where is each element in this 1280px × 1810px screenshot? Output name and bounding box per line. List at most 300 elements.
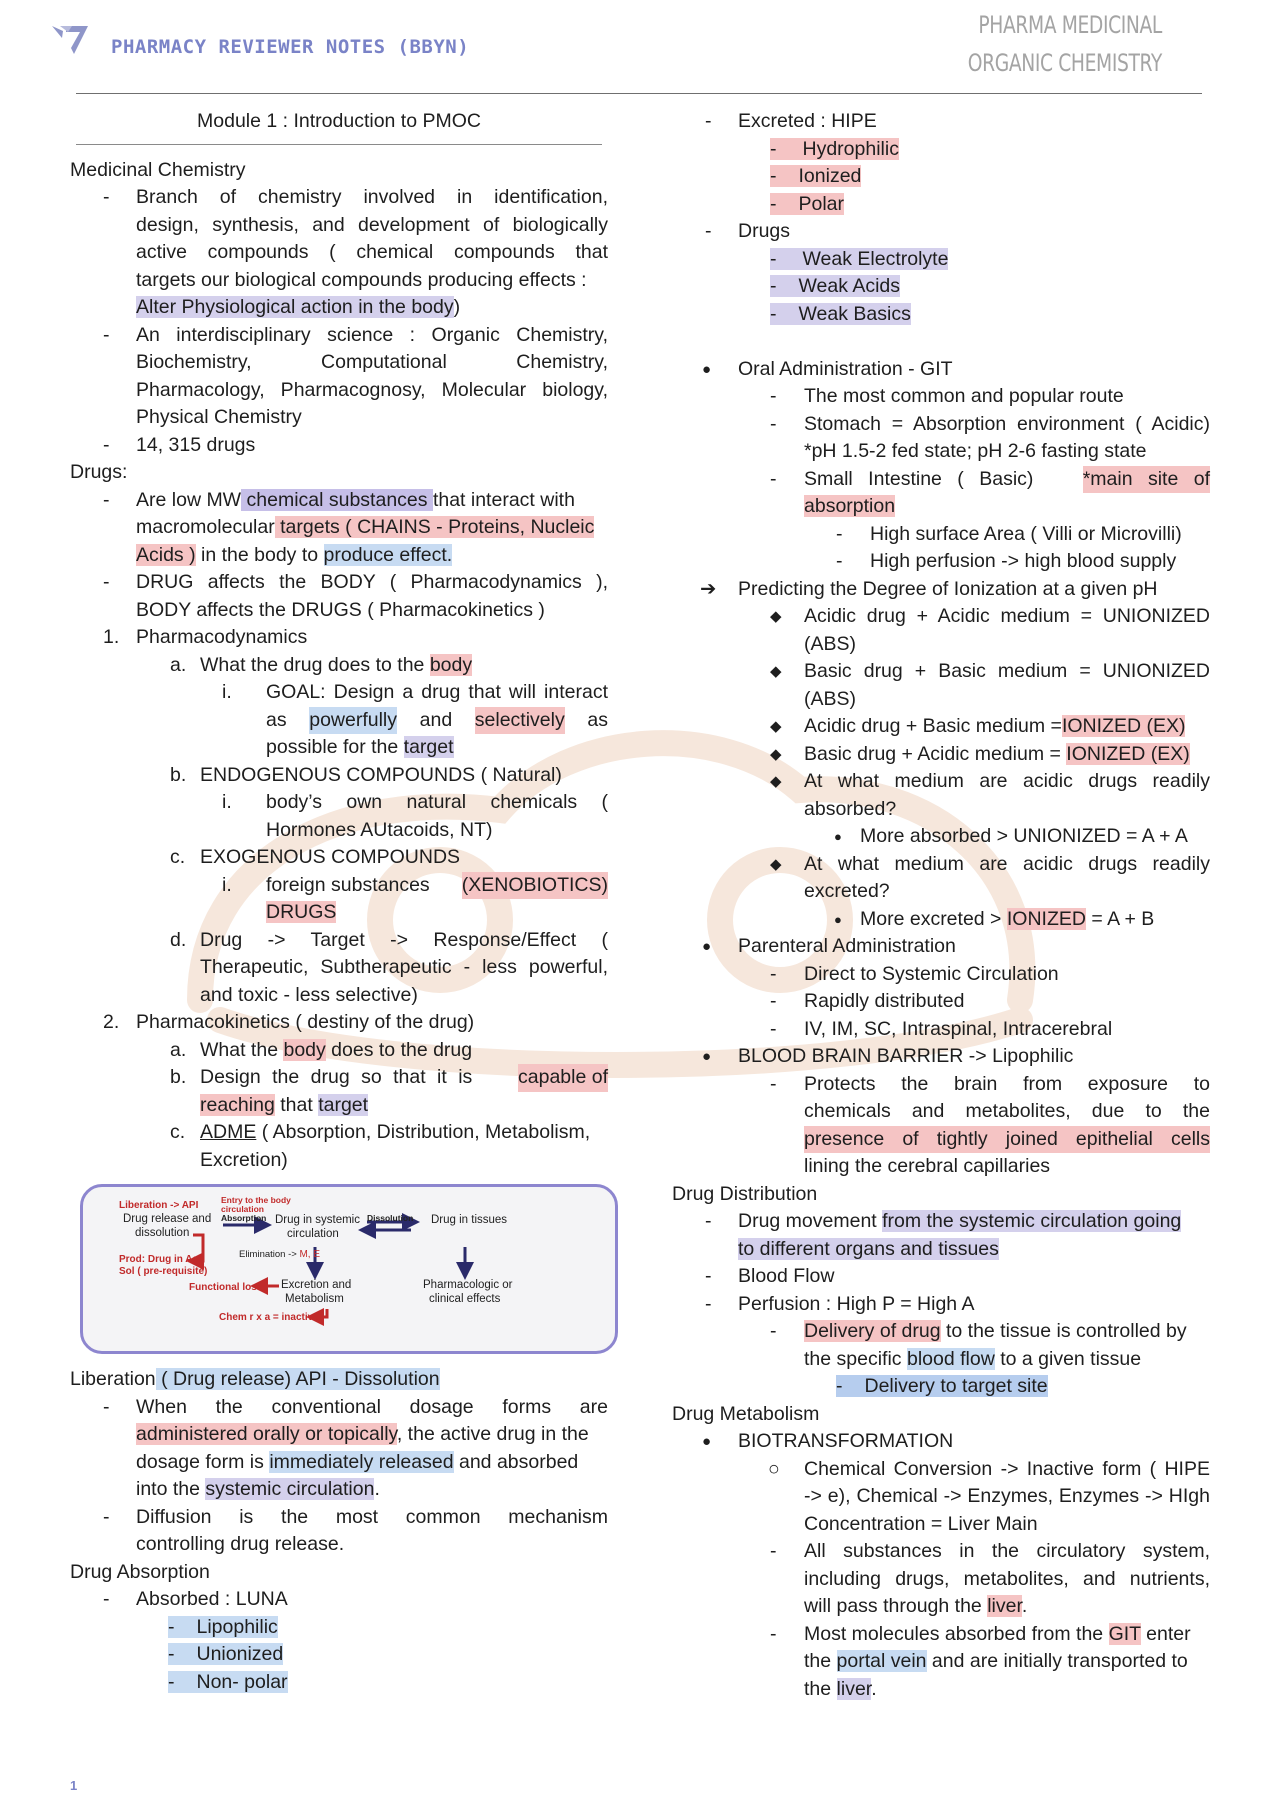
highlight: [770, 303, 911, 325]
text-line: Excretion): [200, 1148, 288, 1171]
dash-marker: -: [770, 412, 777, 435]
text-fragment: Design the drug so that it is: [200, 1066, 484, 1088]
text-fragment: Drug movement: [738, 1210, 883, 1232]
pd-b-i: [200, 789, 608, 844]
list-item: [770, 246, 1210, 274]
text-fragment: enter: [1140, 1622, 1191, 1645]
text-line: [136, 542, 608, 570]
dash-marker: -: [103, 1395, 110, 1418]
list-letter: b.: [170, 763, 187, 786]
text-line: design, synthesis, and development of biologically: [136, 213, 608, 236]
highlight: (XENOBIOTICS): [462, 872, 608, 900]
text-line: Drug -> Target -> Response/Effect (: [200, 928, 608, 951]
pd-c-i: [200, 872, 608, 927]
text-fragment: to a given tissue: [994, 1347, 1142, 1370]
text-fragment: More excreted >: [860, 907, 1007, 930]
text-fragment: ( Absorption, Distribution, Metabolism,: [256, 1121, 591, 1143]
diagram-label: dissolution: [135, 1227, 190, 1239]
diagram-label: Metabolism: [285, 1293, 344, 1305]
highlight: IONIZED (EX): [1061, 715, 1186, 737]
list-item: [770, 1071, 1210, 1181]
dash-marker: -: [770, 275, 777, 297]
highlight: systemic circulation: [205, 1478, 375, 1500]
biotransformation: [672, 1428, 1210, 1703]
text-fragment: in the body to: [195, 543, 324, 566]
list-roman: i.: [222, 681, 232, 703]
text-line: [136, 1421, 608, 1449]
text-fragment: = A + B: [1085, 907, 1155, 930]
dash-marker: -: [770, 302, 777, 325]
text-line: Acidic drug + Acidic medium = UNIONIZED: [804, 605, 1210, 627]
sub-sub: [804, 1373, 1210, 1401]
diagram-label: Drug release and: [123, 1213, 212, 1225]
highlight: produce effect.: [323, 543, 453, 566]
list-roman: i.: [222, 873, 232, 896]
diagram-label: [239, 1248, 320, 1262]
highlight: targets ( CHAINS - Proteins, Nucleic: [274, 516, 595, 538]
highlight: DRUGS: [266, 901, 337, 923]
highlight: GIT: [1108, 1622, 1141, 1645]
section-heading-metabolism: Drug Metabolism: [672, 1402, 820, 1425]
list-item: [168, 1641, 608, 1669]
highlight: IONIZED (EX): [1066, 742, 1190, 765]
list-letter: d.: [170, 928, 187, 951]
diagram-label: Excretion and: [281, 1279, 352, 1291]
highlight: target: [403, 736, 454, 758]
highlight: body: [429, 653, 473, 676]
text-fragment: and absorbed: [453, 1450, 579, 1473]
text-line: 14, 315 drugs: [136, 433, 256, 456]
dash-marker: -: [770, 247, 777, 270]
text-line: All substances in the circulatory system,: [804, 1540, 1210, 1562]
list-item: [705, 1263, 1210, 1291]
parenteral-list: [738, 961, 1210, 1044]
dash-marker: -: [705, 1265, 712, 1287]
highlight: [770, 248, 948, 270]
pk-b: [136, 1064, 608, 1119]
text-line: Perfusion : High P = High A: [738, 1292, 975, 1315]
dash-marker: -: [770, 1320, 777, 1342]
list-item: [836, 1373, 1210, 1401]
text-line: active compounds ( chemical compounds that: [136, 241, 608, 263]
text-line: -> e), Chemical -> Enzymes, Enzymes -> HIgh: [804, 1485, 1210, 1507]
text-fragment: foreign substances: [266, 873, 430, 896]
text-line: [804, 466, 1210, 494]
text-line: *pH 1.5-2 fed state; pH 2-6 fasting state: [804, 440, 1147, 462]
text-fragment: Unionized: [196, 1643, 284, 1665]
text-line: Stomach = Absorption environment ( Acidic): [804, 412, 1210, 435]
text-fragment: Are low MW: [136, 488, 242, 511]
list-item: [836, 521, 1210, 549]
pd-d: [136, 927, 608, 1010]
list-item: [705, 1208, 1210, 1263]
text-fragment: possible for the: [266, 736, 404, 758]
text-line: lining the cerebral capillaries: [804, 1155, 1051, 1177]
oral-sub-3-list: [804, 521, 1210, 576]
text-line: Drugs: [738, 220, 791, 242]
highlight: body: [283, 1038, 326, 1061]
text-fragment: Weak Acids: [798, 275, 901, 297]
dash-marker: -: [103, 571, 110, 593]
dash-marker: -: [103, 433, 110, 456]
perfusion-sub: [738, 1318, 1210, 1401]
bullet-marker: ●: [834, 911, 842, 927]
text-line: [200, 1119, 608, 1147]
list-item: [168, 1669, 608, 1697]
list-item: [770, 713, 1210, 741]
diagram-label: Pharmacologic or: [423, 1279, 513, 1291]
text-line: Pharmacodynamics: [136, 626, 308, 648]
text-fragment: M, E: [299, 1249, 321, 1260]
diagram-label: Sol ( pre-requisite): [119, 1266, 208, 1277]
dash-marker: -: [103, 186, 110, 208]
pd-a-i: [200, 679, 608, 762]
list-number: 1.: [103, 626, 120, 648]
bullet-marker: ●: [702, 938, 712, 955]
text-line: Basic drug + Basic medium = UNIONIZED: [804, 660, 1210, 682]
list-item: [770, 1318, 1210, 1401]
text-fragment: will pass through the: [804, 1595, 988, 1617]
text-line: (ABS): [804, 632, 857, 655]
text-line: DRUG affects the BODY ( Pharmacodynamics ),: [136, 571, 608, 593]
pd-c: [136, 844, 608, 927]
text-line: [266, 872, 608, 900]
text-line: High surface Area ( Villi or Microvilli): [870, 522, 1182, 545]
dash-marker: -: [770, 1072, 777, 1095]
list-item: [770, 163, 1210, 191]
list-letter: b.: [170, 1066, 187, 1088]
highlight: [168, 1671, 288, 1693]
highlight: blood flow: [906, 1347, 995, 1370]
oral-sub: [738, 383, 1210, 576]
luna-list: [136, 1614, 608, 1697]
liberation-bullet-1: [70, 1394, 608, 1504]
text-line: Diffusion is the most common mechanism: [136, 1505, 608, 1528]
text-line: [136, 1476, 608, 1504]
subject-title: [968, 6, 1162, 82]
text-fragment: Most molecules absorbed from the: [804, 1622, 1109, 1645]
text-line: controlling drug release.: [136, 1533, 345, 1555]
highlight: to different organs and tissues: [738, 1237, 999, 1260]
text-line: Parenteral Administration: [738, 935, 956, 957]
dash-marker: -: [836, 550, 843, 572]
dash-marker: -: [770, 385, 777, 407]
text-line: chemicals and metabolites, due to the: [804, 1100, 1210, 1122]
text-line: [200, 1092, 608, 1120]
diamond-marker: ◆: [770, 745, 782, 763]
text-fragment: dosage form is: [136, 1450, 270, 1473]
section-heading-drugs: Drugs:: [70, 461, 128, 483]
dash-marker: -: [103, 488, 110, 511]
dash-marker: -: [770, 1540, 777, 1562]
dash-marker: -: [770, 165, 777, 187]
highlight: administered orally or topically: [136, 1423, 397, 1445]
list-item: [770, 191, 1210, 219]
text-fragment: macromolecular: [136, 516, 275, 538]
text-line: [266, 899, 608, 927]
list-item: [770, 1538, 1210, 1621]
list-letter: a.: [170, 653, 187, 676]
dash-marker: -: [705, 110, 712, 132]
highlight: absorption: [804, 495, 896, 517]
text-line: When the conventional dosage forms are: [136, 1395, 608, 1418]
parenteral-administration: [672, 933, 1210, 1043]
list-item: [770, 136, 1210, 164]
bullet-marker: ●: [834, 829, 842, 844]
text-line: [804, 1346, 1210, 1374]
adme-link: ADME: [200, 1121, 257, 1143]
adme-diagram: [80, 1184, 618, 1354]
weak-list: [738, 246, 1210, 329]
text-line: Physical Chemistry: [136, 406, 302, 428]
text-line: Hormones AUtacoids, NT): [266, 818, 493, 841]
text-fragment: as: [266, 708, 287, 731]
module-title: Module 1 : Introduction to PMOC: [197, 110, 481, 132]
dash-marker: -: [168, 1643, 175, 1665]
text-fragment: Liberation: [70, 1368, 156, 1390]
medchem-bullet-3: [70, 432, 608, 460]
circle-marker: ○: [768, 1457, 780, 1480]
text-line: [804, 1648, 1210, 1676]
drugs-bullet-2: [70, 569, 608, 624]
dash-marker: -: [705, 1292, 712, 1315]
diamond-marker: ◆: [770, 663, 782, 680]
list-item: [770, 273, 1210, 301]
diamond-marker: ◆: [770, 773, 782, 790]
list-roman: i.: [222, 791, 232, 813]
highlight: chemical substances: [241, 488, 433, 511]
diagram-label: Prod: Drug in Aq.: [119, 1254, 202, 1265]
text-line: Absorbed : LUNA: [136, 1588, 288, 1610]
bullet-marker: ●: [702, 360, 712, 378]
text-line: [200, 652, 608, 680]
text-line: [804, 1593, 1210, 1621]
sub-item: [804, 823, 1210, 851]
text-line: [136, 487, 608, 515]
left-column: [70, 108, 608, 1696]
text-line: BODY affects the DRUGS ( Pharmacokinetics ): [136, 598, 545, 621]
diagram-label: Liberation -> API: [119, 1200, 199, 1211]
text-line: BIOTRANSFORMATION: [738, 1430, 954, 1452]
diagram-label: circulation: [221, 1204, 264, 1214]
page-number: 1: [70, 1778, 78, 1793]
text-line: Oral Administration - GIT: [738, 357, 953, 380]
subject-line-1: PHARMA MEDICINAL: [978, 11, 1162, 39]
list-letter: c.: [170, 846, 186, 868]
bio-list: [738, 1456, 1210, 1704]
text-fragment: Delivery to target site: [864, 1375, 1048, 1397]
list-letter: a.: [170, 1038, 187, 1061]
section-heading-liberation: [70, 1366, 608, 1394]
highlight: [770, 193, 844, 215]
highlight: selectively: [475, 707, 565, 735]
oral-sub-3: [770, 466, 1210, 576]
list-item: [770, 1016, 1210, 1044]
highlight: Acids ): [136, 543, 196, 566]
diagram-label: circulation: [287, 1228, 339, 1240]
text-fragment: Basic drug + Acidic medium =: [804, 742, 1067, 765]
text-fragment: and are initially transported to: [926, 1650, 1188, 1672]
pd-a: [136, 652, 608, 762]
predicting-ionization: [672, 576, 1210, 934]
text-fragment: ): [453, 296, 461, 318]
bbb-list: [738, 1071, 1210, 1181]
diagram-label: Drug in systemic: [275, 1214, 360, 1226]
text-line: Protects the brain from exposure to: [804, 1072, 1210, 1095]
text-line: Direct to Systemic Circulation: [804, 962, 1059, 985]
dash-marker: -: [168, 1615, 175, 1638]
text-fragment: the: [804, 1677, 837, 1700]
text-fragment: Polar: [798, 192, 845, 215]
text-fragment: Acidic drug + Basic medium =: [804, 715, 1062, 737]
list-item: [770, 603, 1210, 658]
medchem-bullet-2: [70, 322, 608, 432]
text-line: [804, 1676, 1210, 1704]
text-line: [804, 741, 1210, 769]
highlight: *main site of: [1083, 466, 1210, 494]
bullet-marker: ●: [702, 1048, 712, 1065]
dash-marker: -: [770, 990, 777, 1012]
text-line: [804, 1318, 1210, 1346]
highlight: reaching: [200, 1093, 275, 1116]
diamond-marker: ◆: [770, 608, 782, 625]
text-fragment: Elimination ->: [239, 1249, 300, 1260]
diagram-label: Chem r x a = inactive: [219, 1312, 319, 1323]
highlight: Delivery of drug: [804, 1320, 941, 1342]
dash-marker: -: [770, 192, 777, 215]
list-item: [770, 658, 1210, 713]
text-line: At what medium are acidic drugs readily: [804, 770, 1210, 792]
text-line: [804, 1621, 1210, 1649]
liberation-bullet-2: [70, 1504, 608, 1559]
dash-marker: -: [103, 323, 110, 346]
text-fragment: the: [804, 1650, 837, 1672]
list-item: [770, 741, 1210, 769]
dash-marker: -: [836, 522, 843, 545]
list-item: [836, 548, 1210, 576]
text-line: (ABS): [804, 687, 857, 710]
text-line: An interdisciplinary science : Organic Chemistry,: [136, 323, 608, 346]
section-heading-distribution: Drug Distribution: [672, 1182, 818, 1205]
text-fragment: .: [374, 1478, 380, 1500]
bullet-marker: ●: [702, 1433, 712, 1450]
list-item: [705, 1291, 1210, 1401]
text-fragment: Weak Basics: [798, 302, 911, 325]
list-item: [770, 961, 1210, 989]
dash-marker: -: [103, 1588, 110, 1610]
dash-marker: -: [770, 467, 777, 490]
dash-marker: -: [770, 1017, 777, 1040]
text-line: excreted?: [804, 880, 890, 902]
section-heading-medchem: Medicinal Chemistry: [70, 158, 246, 181]
list-item: [770, 768, 1210, 851]
dash-marker: -: [168, 1670, 175, 1693]
text-fragment: does to the drug: [325, 1038, 473, 1061]
text-line: [860, 906, 1210, 934]
text-fragment: into the: [136, 1478, 206, 1500]
dash-marker: -: [103, 1505, 110, 1528]
list-letter: c.: [170, 1121, 186, 1143]
text-fragment: Non- polar: [196, 1670, 288, 1693]
text-line: GOAL: Design a drug that will interact: [266, 681, 608, 703]
text-line: High perfusion -> high blood supply: [870, 550, 1177, 572]
highlight: portal vein: [836, 1650, 927, 1672]
pk-c: [136, 1119, 608, 1174]
list-number: 2.: [103, 1011, 120, 1033]
list-item: [770, 301, 1210, 329]
diagram-label: Dissolution: [367, 1213, 414, 1223]
highlight: liver: [836, 1677, 872, 1700]
excreted-bullet: [672, 108, 1210, 218]
highlight: presence of tightly joined epithelial cells: [804, 1126, 1210, 1154]
text-line: including drugs, metabolites, and nutrients,: [804, 1567, 1210, 1590]
medchem-bullet-1: [70, 184, 608, 322]
text-fragment: to the tissue is controlled by: [940, 1320, 1187, 1342]
text-line: [738, 1236, 1210, 1264]
text-fragment: as: [587, 708, 608, 731]
text-fragment: What the: [200, 1038, 284, 1061]
highlight: powerfully: [309, 707, 397, 735]
text-fragment: Hydrophilic: [802, 137, 899, 160]
highlight: from the systemic circulation going: [882, 1210, 1182, 1232]
highlight: ( Drug release) API - Dissolution: [155, 1368, 440, 1390]
pd-b: [136, 762, 608, 845]
header-divider: [76, 93, 1202, 94]
text-line: BLOOD BRAIN BARRIER -> Lipophilic: [738, 1045, 1074, 1067]
diagram-label: Drug in tissues: [431, 1214, 508, 1226]
text-line: More absorbed > UNIONIZED = A + A: [860, 825, 1188, 847]
highlight: [168, 1643, 283, 1665]
highlight: [770, 138, 899, 160]
text-fragment: and: [419, 708, 453, 731]
text-line: IV, IM, SC, Intraspinal, Intracerebral: [804, 1017, 1113, 1040]
section-heading-absorption: Drug Absorption: [70, 1560, 210, 1583]
diagram-label: Absorption: [221, 1213, 267, 1223]
highlight: IONIZED: [1006, 907, 1086, 930]
absorption-bullet: [70, 1586, 608, 1696]
text-fragment: Weak Electrolyte: [802, 247, 949, 270]
oral-administration: [672, 356, 1210, 576]
dash-marker: -: [705, 1210, 712, 1232]
module-divider: [76, 144, 602, 145]
oral-sub-1: [770, 383, 1210, 411]
text-line: Predicting the Degree of Ionization at a given pH: [738, 577, 1158, 600]
highlight: Alter Physiological action in the body: [136, 296, 454, 318]
text-line: Excreted : HIPE: [738, 110, 877, 132]
text-fragment: Small Intestine ( Basic): [804, 467, 1049, 490]
text-fragment: Lipophilic: [196, 1615, 278, 1638]
text-line: [200, 1037, 608, 1065]
highlight: [770, 165, 861, 187]
highlight: [168, 1616, 278, 1638]
text-line: [266, 734, 608, 762]
text-line: At what medium are acidic drugs readily: [804, 852, 1210, 875]
drugs-bullet-1: [70, 487, 608, 570]
subject-line-2: ORGANIC CHEMISTRY: [967, 49, 1162, 77]
text-line: Branch of chemistry involved in identification,: [136, 186, 608, 208]
dash-marker: -: [705, 220, 712, 242]
spacer: [672, 328, 1210, 356]
highlight: target: [318, 1093, 369, 1116]
dash-marker: -: [770, 962, 777, 985]
text-line: Pharmacokinetics ( destiny of the drug): [136, 1011, 475, 1033]
text-line: ENDOGENOUS COMPOUNDS ( Natural): [200, 763, 562, 786]
diagram-label: Entry to the body: [221, 1195, 291, 1205]
text-fragment: Ionized: [798, 165, 862, 187]
list-item: [168, 1614, 608, 1642]
diamond-marker: ◆: [770, 718, 782, 735]
diagram-label: Functional loss: [189, 1282, 263, 1293]
